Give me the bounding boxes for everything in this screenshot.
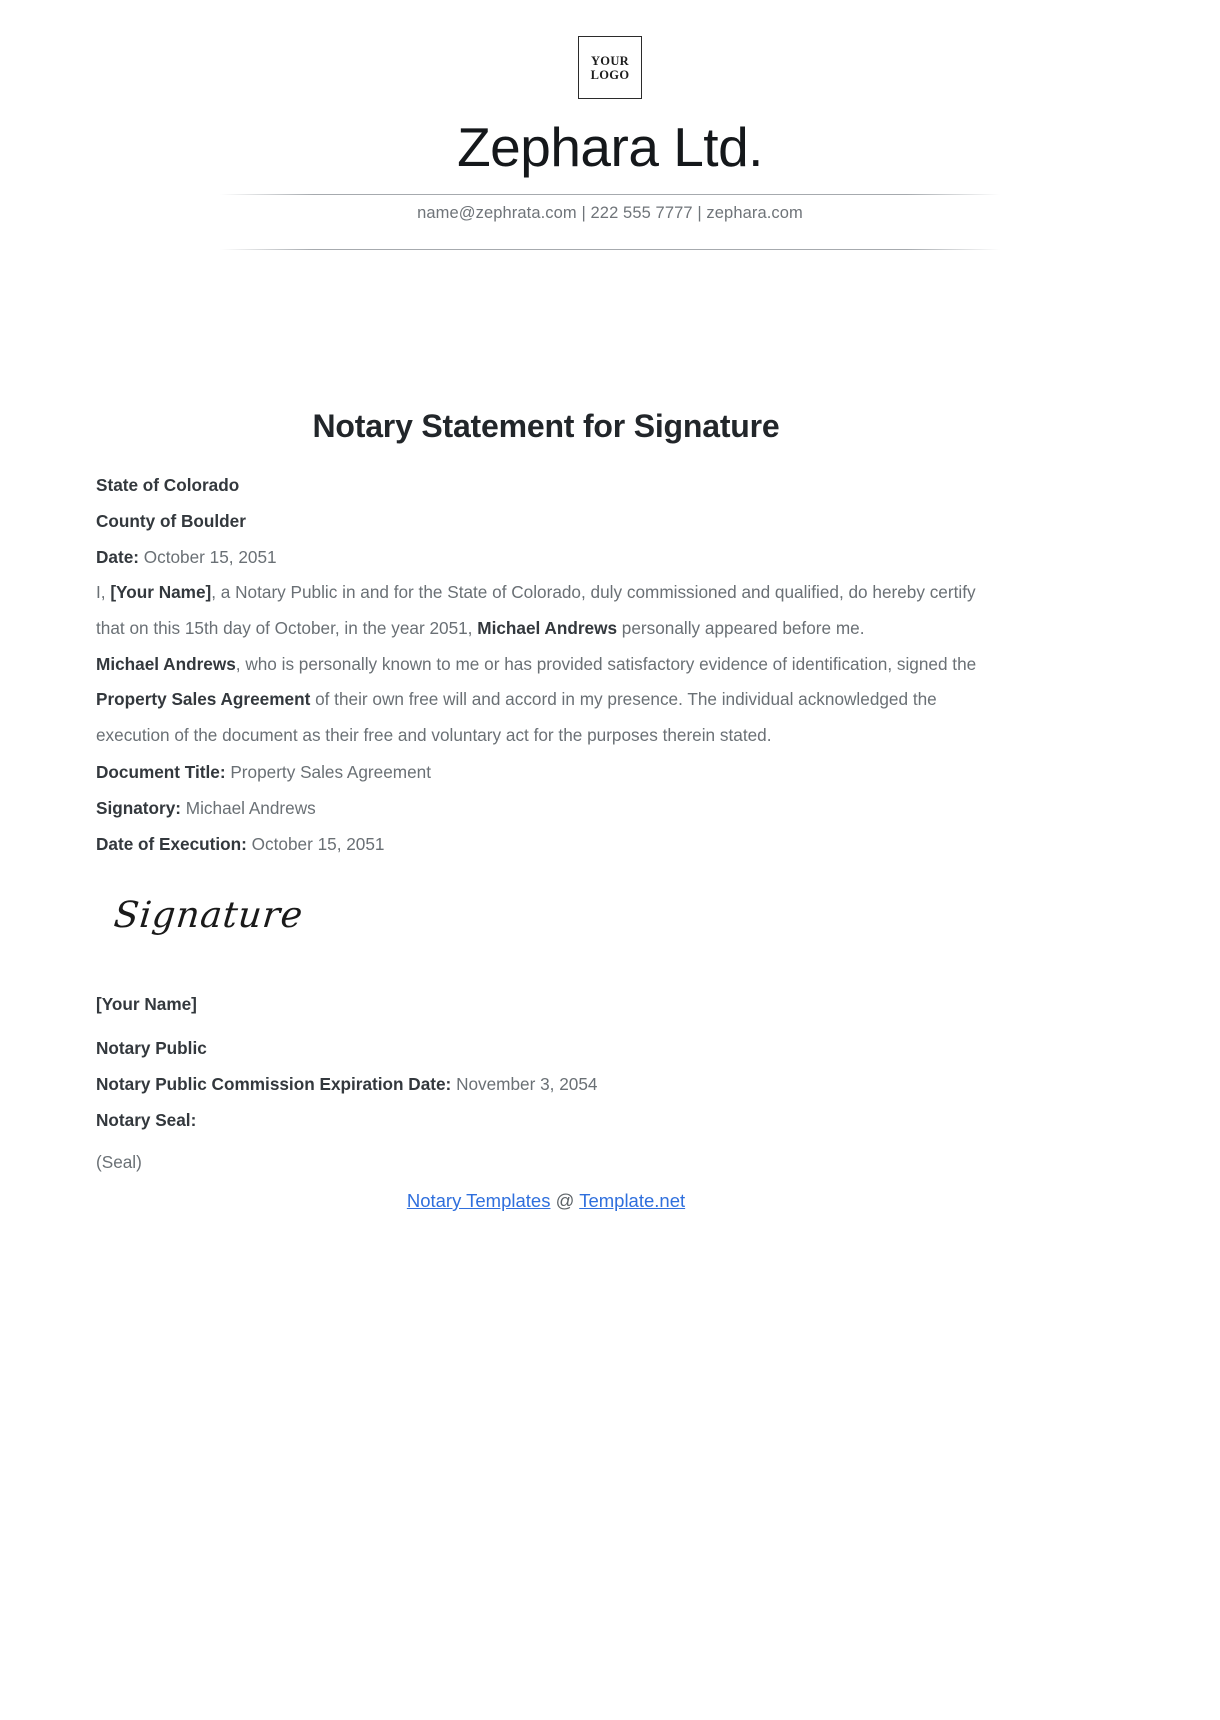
notary-seal-label: Notary Seal:: [96, 1109, 197, 1130]
signatory-value: Michael Andrews: [185, 797, 316, 818]
document-body: [96, 408, 996, 1212]
commission-expiration-line: [96, 1066, 996, 1102]
letterhead: [0, 0, 1220, 250]
template-credit: [96, 1190, 996, 1212]
para1-text-2: , a Notary Public in and for the State of Colorado, duly commissioned and qualified, do hereby certify that on this 15th day of October, in the year 2051,: [96, 582, 976, 638]
execution-date-label: Date of Execution:: [96, 833, 247, 854]
seal-placeholder: (Seal): [96, 1151, 142, 1172]
signature-spacer: [96, 934, 996, 986]
certification-paragraph: [96, 575, 996, 647]
notary-name-line: [96, 986, 996, 1022]
signatory-label: Signatory:: [96, 797, 181, 818]
date-value: October 15, 2051: [143, 547, 277, 567]
company-logo-placeholder: [578, 36, 642, 99]
para1-text-1: I,: [96, 582, 111, 602]
execution-date-line: [96, 826, 996, 862]
para2-document-name: Property Sales Agreement: [96, 689, 311, 710]
state-label: State of Colorado: [96, 475, 240, 495]
signature-script: Signature: [111, 894, 306, 936]
notary-seal-line: [96, 1102, 996, 1138]
para2-text-1: , who is personally known to me or has provided satisfactory evidence of identification, signed the: [235, 653, 977, 674]
letterhead-divider-bottom: [220, 249, 1000, 250]
logo-text-line-2: LOGO: [590, 67, 630, 82]
date-label: Date:: [96, 547, 139, 567]
date-line: [96, 539, 996, 575]
notary-templates-link[interactable]: Notary Templates: [406, 1189, 551, 1211]
acknowledgment-paragraph: [96, 647, 996, 754]
para1-signatory-name: Michael Andrews: [477, 617, 618, 638]
notary-name-spacer: [96, 1022, 996, 1030]
document-title-label: Document Title:: [96, 761, 226, 782]
county-line: [96, 503, 996, 539]
state-line: [96, 467, 996, 503]
notary-role-line: [96, 1030, 996, 1066]
document-title-value: Property Sales Agreement: [230, 761, 431, 782]
contact-line: name@zephrata.com | 222 555 7777 | zephara.com: [417, 203, 803, 222]
para1-your-name: [Your Name]: [110, 582, 212, 602]
notary-name: [Your Name]: [96, 993, 197, 1014]
execution-date-value: October 15, 2051: [251, 833, 385, 854]
document-title-line: [96, 754, 996, 790]
company-name: Zephara Ltd.: [457, 116, 763, 178]
signatory-line: [96, 790, 996, 826]
county-label: County of Boulder: [96, 511, 246, 531]
commission-expiration-value: November 3, 2054: [456, 1073, 598, 1094]
logo-text-line-1: YOUR: [590, 53, 629, 68]
signature-area: [96, 862, 996, 934]
para1-text-3: personally appeared before me.: [617, 617, 865, 638]
para2-signatory-name: Michael Andrews: [96, 653, 236, 674]
notary-role: Notary Public: [96, 1037, 207, 1058]
credit-separator: @: [550, 1189, 580, 1211]
page-title: Notary Statement for Signature: [312, 408, 780, 444]
commission-expiration-label: Notary Public Commission Expiration Date:: [96, 1073, 452, 1094]
para2-text-2: of their own free will and accord in my presence. The individual acknowledged the execution of the document as their free and voluntary act for the purposes therein stated.: [96, 689, 937, 746]
template-net-link[interactable]: Template.net: [579, 1189, 686, 1211]
